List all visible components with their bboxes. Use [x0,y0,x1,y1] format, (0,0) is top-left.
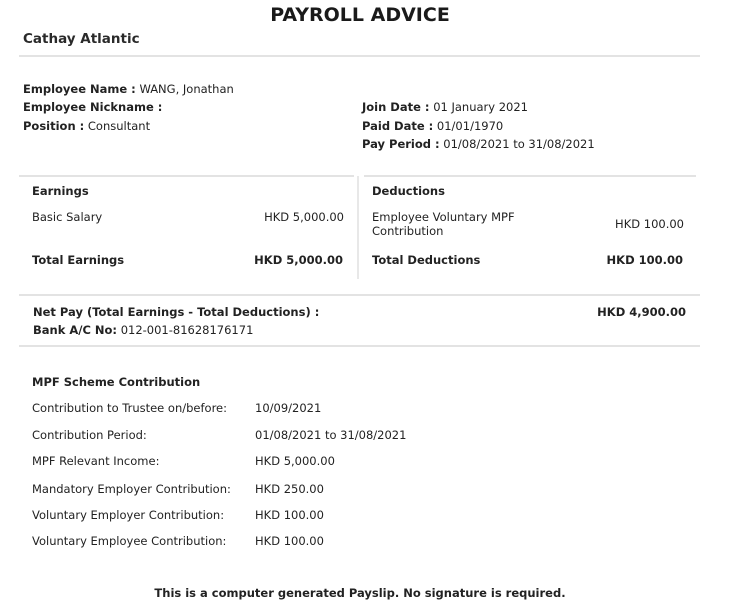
deductions-item-amount: HKD 100.00 [615,217,684,231]
mpf-row-label: Voluntary Employee Contribution: [32,534,227,548]
divider [19,345,700,347]
mpf-row-value: HKD 100.00 [255,534,324,548]
mpf-row-value: HKD 100.00 [255,508,324,522]
pay-period-value: 01/08/2021 to 31/08/2021 [443,137,595,151]
mpf-row-value: HKD 5,000.00 [255,454,335,468]
column-divider [357,176,359,279]
mpf-row-value: HKD 250.00 [255,482,324,496]
paid-date-label: Paid Date : [362,119,434,133]
position-label: Position : [23,119,85,133]
earnings-item-label: Basic Salary [32,210,103,224]
total-deductions-amount: HKD 100.00 [606,253,683,267]
paid-date-value: 01/01/1970 [436,119,504,133]
bank-account-value: 012-001-81628176171 [120,323,254,337]
join-date-value: 01 January 2021 [433,100,528,114]
deductions-header: Deductions [372,184,445,198]
net-pay-amount: HKD 4,900.00 [597,305,686,319]
employee-nickname-row [23,100,162,114]
employee-name-value: WANG, Jonathan [139,82,234,96]
join-date-row [362,100,528,114]
position-value: Consultant [87,119,151,133]
mpf-row-label: Voluntary Employer Contribution: [32,508,225,522]
mpf-header: MPF Scheme Contribution [32,375,201,389]
paid-date-row [362,119,503,133]
divider [19,55,700,57]
earnings-item-amount: HKD 5,000.00 [264,210,344,224]
bank-account-label: Bank A/C No: [33,323,118,337]
deductions-item-label-line2: Contribution [372,224,444,238]
total-earnings-label: Total Earnings [32,253,125,267]
mpf-row-value: 01/08/2021 to 31/08/2021 [255,428,407,442]
total-earnings-amount: HKD 5,000.00 [254,253,343,267]
mpf-row-value: 10/09/2021 [255,401,322,415]
net-pay-label: Net Pay (Total Earnings - Total Deductions) : [33,305,320,319]
total-deductions-label: Total Deductions [372,253,481,267]
divider [19,294,700,296]
employee-name-row [23,82,234,96]
footer-note: This is a computer generated Payslip. No signature is required. [154,586,566,600]
employee-name-label: Employee Name : [23,82,136,96]
divider [364,175,696,177]
deductions-item-label-line1: Employee Voluntary MPF [372,210,515,224]
employee-nickname-label: Employee Nickname : [23,100,163,114]
mpf-row-label: Mandatory Employer Contribution: [32,482,231,496]
bank-account-row [33,323,253,337]
earnings-header: Earnings [32,184,89,198]
position-row [23,119,150,133]
mpf-row-label: Contribution to Trustee on/before: [32,401,228,415]
mpf-row-label: MPF Relevant Income: [32,454,160,468]
pay-period-row [362,137,595,151]
divider [19,175,354,177]
join-date-label: Join Date : [362,100,430,114]
company-name: Cathay Atlantic [23,31,140,47]
mpf-row-label: Contribution Period: [32,428,147,442]
pay-period-label: Pay Period : [362,137,440,151]
document-title: PAYROLL ADVICE [270,4,450,26]
